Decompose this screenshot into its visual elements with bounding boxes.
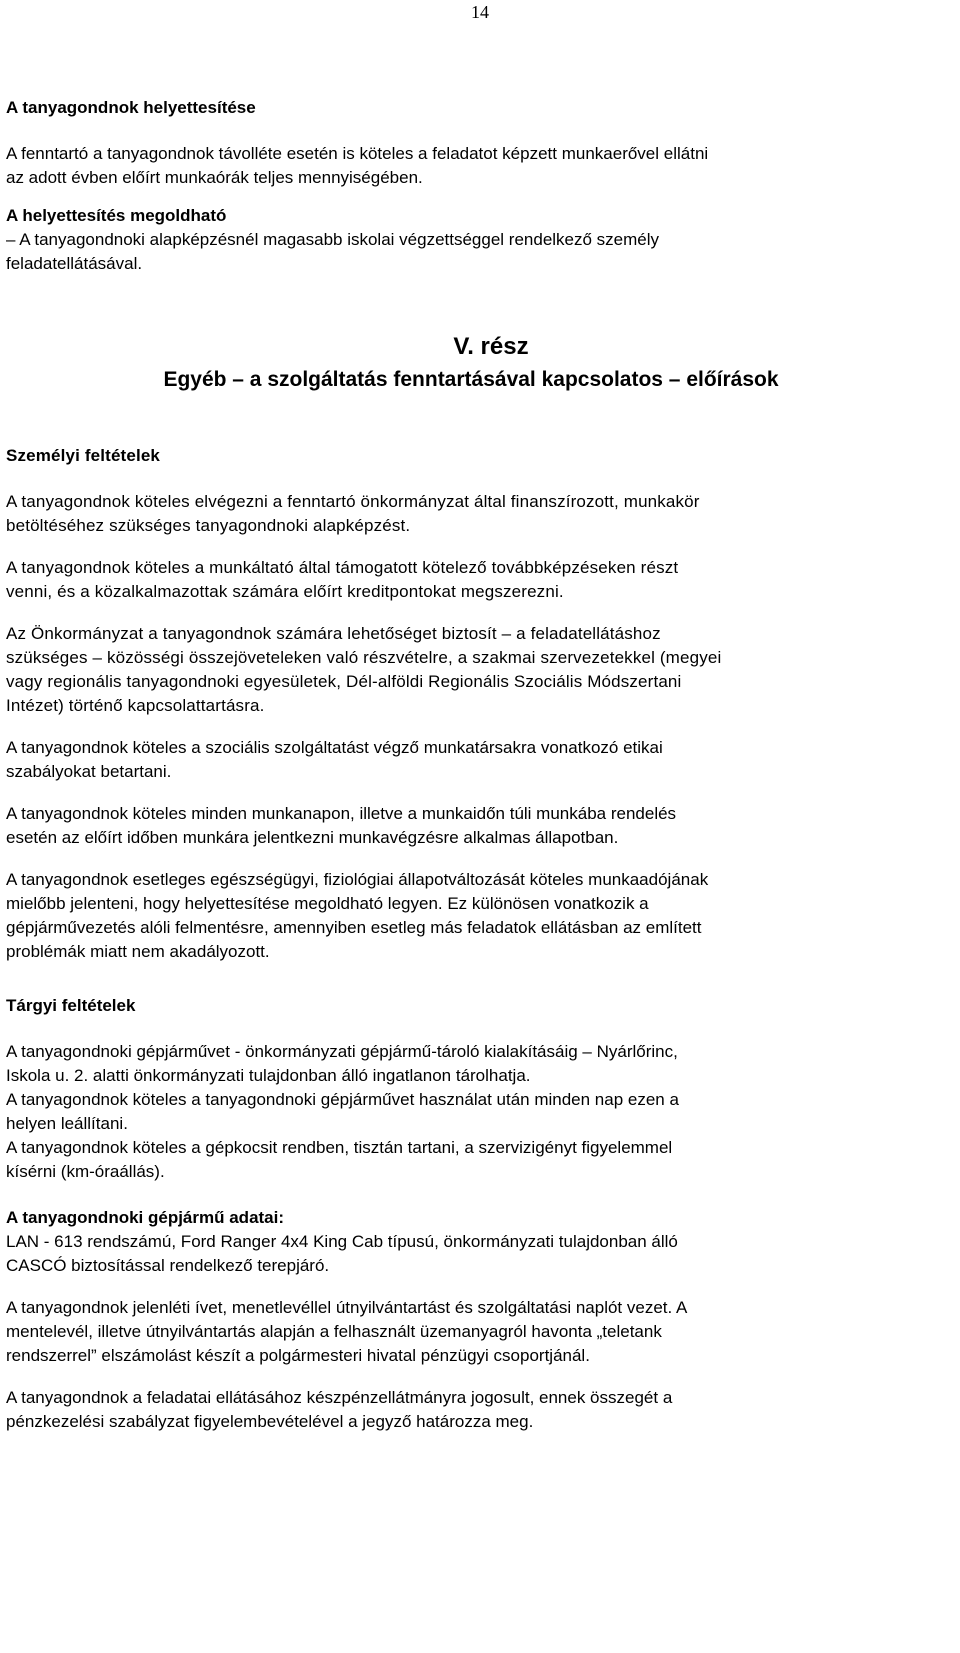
- text-line: pénzkezelési szabályzat figyelembevételével a jegyző határozza meg.: [6, 1412, 534, 1431]
- sub-heading-substitution-solution: A helyettesítés megoldható: [6, 206, 227, 225]
- text-line: Intézet) történő kapcsolattartásra.: [6, 696, 265, 715]
- text-line: A fenntartó a tanyagondnok távolléte esetén is köteles a feladatot képzett munkaerővel ellátni: [6, 144, 709, 163]
- paragraph-material-cash: [6, 1386, 936, 1434]
- text-line: szükséges – közösségi összejöveteleken való részvételre, a szakmai szervezetekkel (megyei: [6, 648, 722, 667]
- text-line: rendszerrel” elszámolást készít a polgármesteri hivatal pénzügyi csoportjánál.: [6, 1346, 590, 1365]
- text-line: az adott évben előírt munkaórák teljes mennyiségében.: [6, 168, 423, 187]
- text-line: problémák miatt nem akadályozott.: [6, 942, 270, 961]
- text-line: Az Önkormányzat a tanyagondnok számára lehetőséget biztosít – a feladatellátáshoz: [6, 624, 661, 643]
- text-line: vagy regionális tanyagondnoki egyesületek, Dél-alföldi Regionális Szociális Módszertani: [6, 672, 682, 691]
- text-line: A tanyagondnok köteles a szociális szolgáltatást végző munkatársakra vonatkozó etikai: [6, 738, 663, 757]
- text-line: Iskola u. 2. alatti önkormányzati tulajdonban álló ingatlanon tárolhatja.: [6, 1066, 531, 1085]
- text-line: LAN - 613 rendszámú, Ford Ranger 4x4 King Cab típusú, önkormányzati tulajdonban álló: [6, 1232, 678, 1251]
- text-line: CASCÓ biztosítással rendelkező terepjáró.: [6, 1256, 330, 1275]
- section-heading-personal: Személyi feltételek: [6, 446, 161, 465]
- paragraph-material-storage: [6, 1040, 936, 1184]
- text-line: A tanyagondnok köteles a tanyagondnoki gépjárművet használat után minden nap ezen a: [6, 1090, 679, 1109]
- document-body: [6, 96, 936, 1434]
- text-line: betöltéséhez szükséges tanyagondnoki alapképzést.: [6, 516, 411, 535]
- paragraph-personal-6: [6, 868, 936, 964]
- text-line: A tanyagondnok köteles a gépkocsit rendben, tisztán tartani, a szervizigényt figyelemmel: [6, 1138, 673, 1157]
- text-line: A tanyagondnok köteles elvégezni a fenntartó önkormányzat által finanszírozott, munkakör: [6, 492, 700, 511]
- text-line: kísérni (km-óraállás).: [6, 1162, 165, 1181]
- paragraph-personal-3: [6, 622, 936, 718]
- part-header: [6, 334, 936, 394]
- text-line: A tanyagondnok a feladatai ellátásához készpénzellátmányra jogosult, ennek összegét a: [6, 1388, 673, 1407]
- paragraph-personal-2: [6, 556, 936, 604]
- text-line: gépjárművezetés alóli felmentésre, amennyiben esetleg más feladatok ellátásban az említett: [6, 918, 702, 937]
- paragraph-substitution-solution: [6, 228, 936, 276]
- part-title: V. rész: [453, 333, 529, 360]
- text-line: A tanyagondnok köteles minden munkanapon, illetve a munkaidőn túli munkába rendelés: [6, 804, 677, 823]
- text-line: helyen leállítani.: [6, 1114, 128, 1133]
- paragraph-material-logbook: [6, 1296, 936, 1368]
- part-subtitle: Egyéb – a szolgáltatás fenntartásával kapcsolatos – előírások: [163, 368, 779, 391]
- vehicle-data-block: [6, 1206, 936, 1278]
- text-line: mielőbb jelenteni, hogy helyettesítése megoldható legyen. Ez különösen vonatkozik a: [6, 894, 649, 913]
- paragraph-substitution-duty: [6, 142, 936, 190]
- page-number: 14: [471, 2, 489, 22]
- text-line: A tanyagondnok jelenléti ívet, menetlevéllel útnyilvántartást és szolgáltatási naplót vezet. A: [6, 1298, 688, 1317]
- paragraph-personal-5: [6, 802, 936, 850]
- text-line: venni, és a közalkalmazottak számára előírt kreditpontokat megszerezni.: [6, 582, 564, 601]
- paragraph-personal-1: [6, 490, 936, 538]
- text-line: A tanyagondnok esetleges egészségügyi, fiziológiai állapotváltozását köteles munkaadójának: [6, 870, 709, 889]
- text-line: A tanyagondnok köteles a munkáltató által támogatott kötelező továbbképzéseken részt: [6, 558, 679, 577]
- text-line: mentelevél, illetve útnyilvántartás alapján a felhasznált üzemanyagról havonta „teletank: [6, 1322, 662, 1341]
- section-heading-material: Tárgyi feltételek: [6, 996, 136, 1015]
- text-line: – A tanyagondnoki alapképzésnél magasabb iskolai végzettséggel rendelkező személy: [6, 230, 660, 249]
- vehicle-data-heading: A tanyagondnoki gépjármű adatai:: [6, 1208, 285, 1227]
- paragraph-personal-4: [6, 736, 936, 784]
- text-line: szabályokat betartani.: [6, 762, 172, 781]
- section-heading-substitution: A tanyagondnok helyettesítése: [6, 98, 256, 117]
- text-line: feladatellátásával.: [6, 254, 143, 273]
- text-line: esetén az előírt időben munkára jelentkezni munkavégzésre alkalmas állapotban.: [6, 828, 619, 847]
- text-line: A tanyagondnoki gépjárművet - önkormányzati gépjármű-tároló kialakításáig – Nyárlőrinc,: [6, 1042, 678, 1061]
